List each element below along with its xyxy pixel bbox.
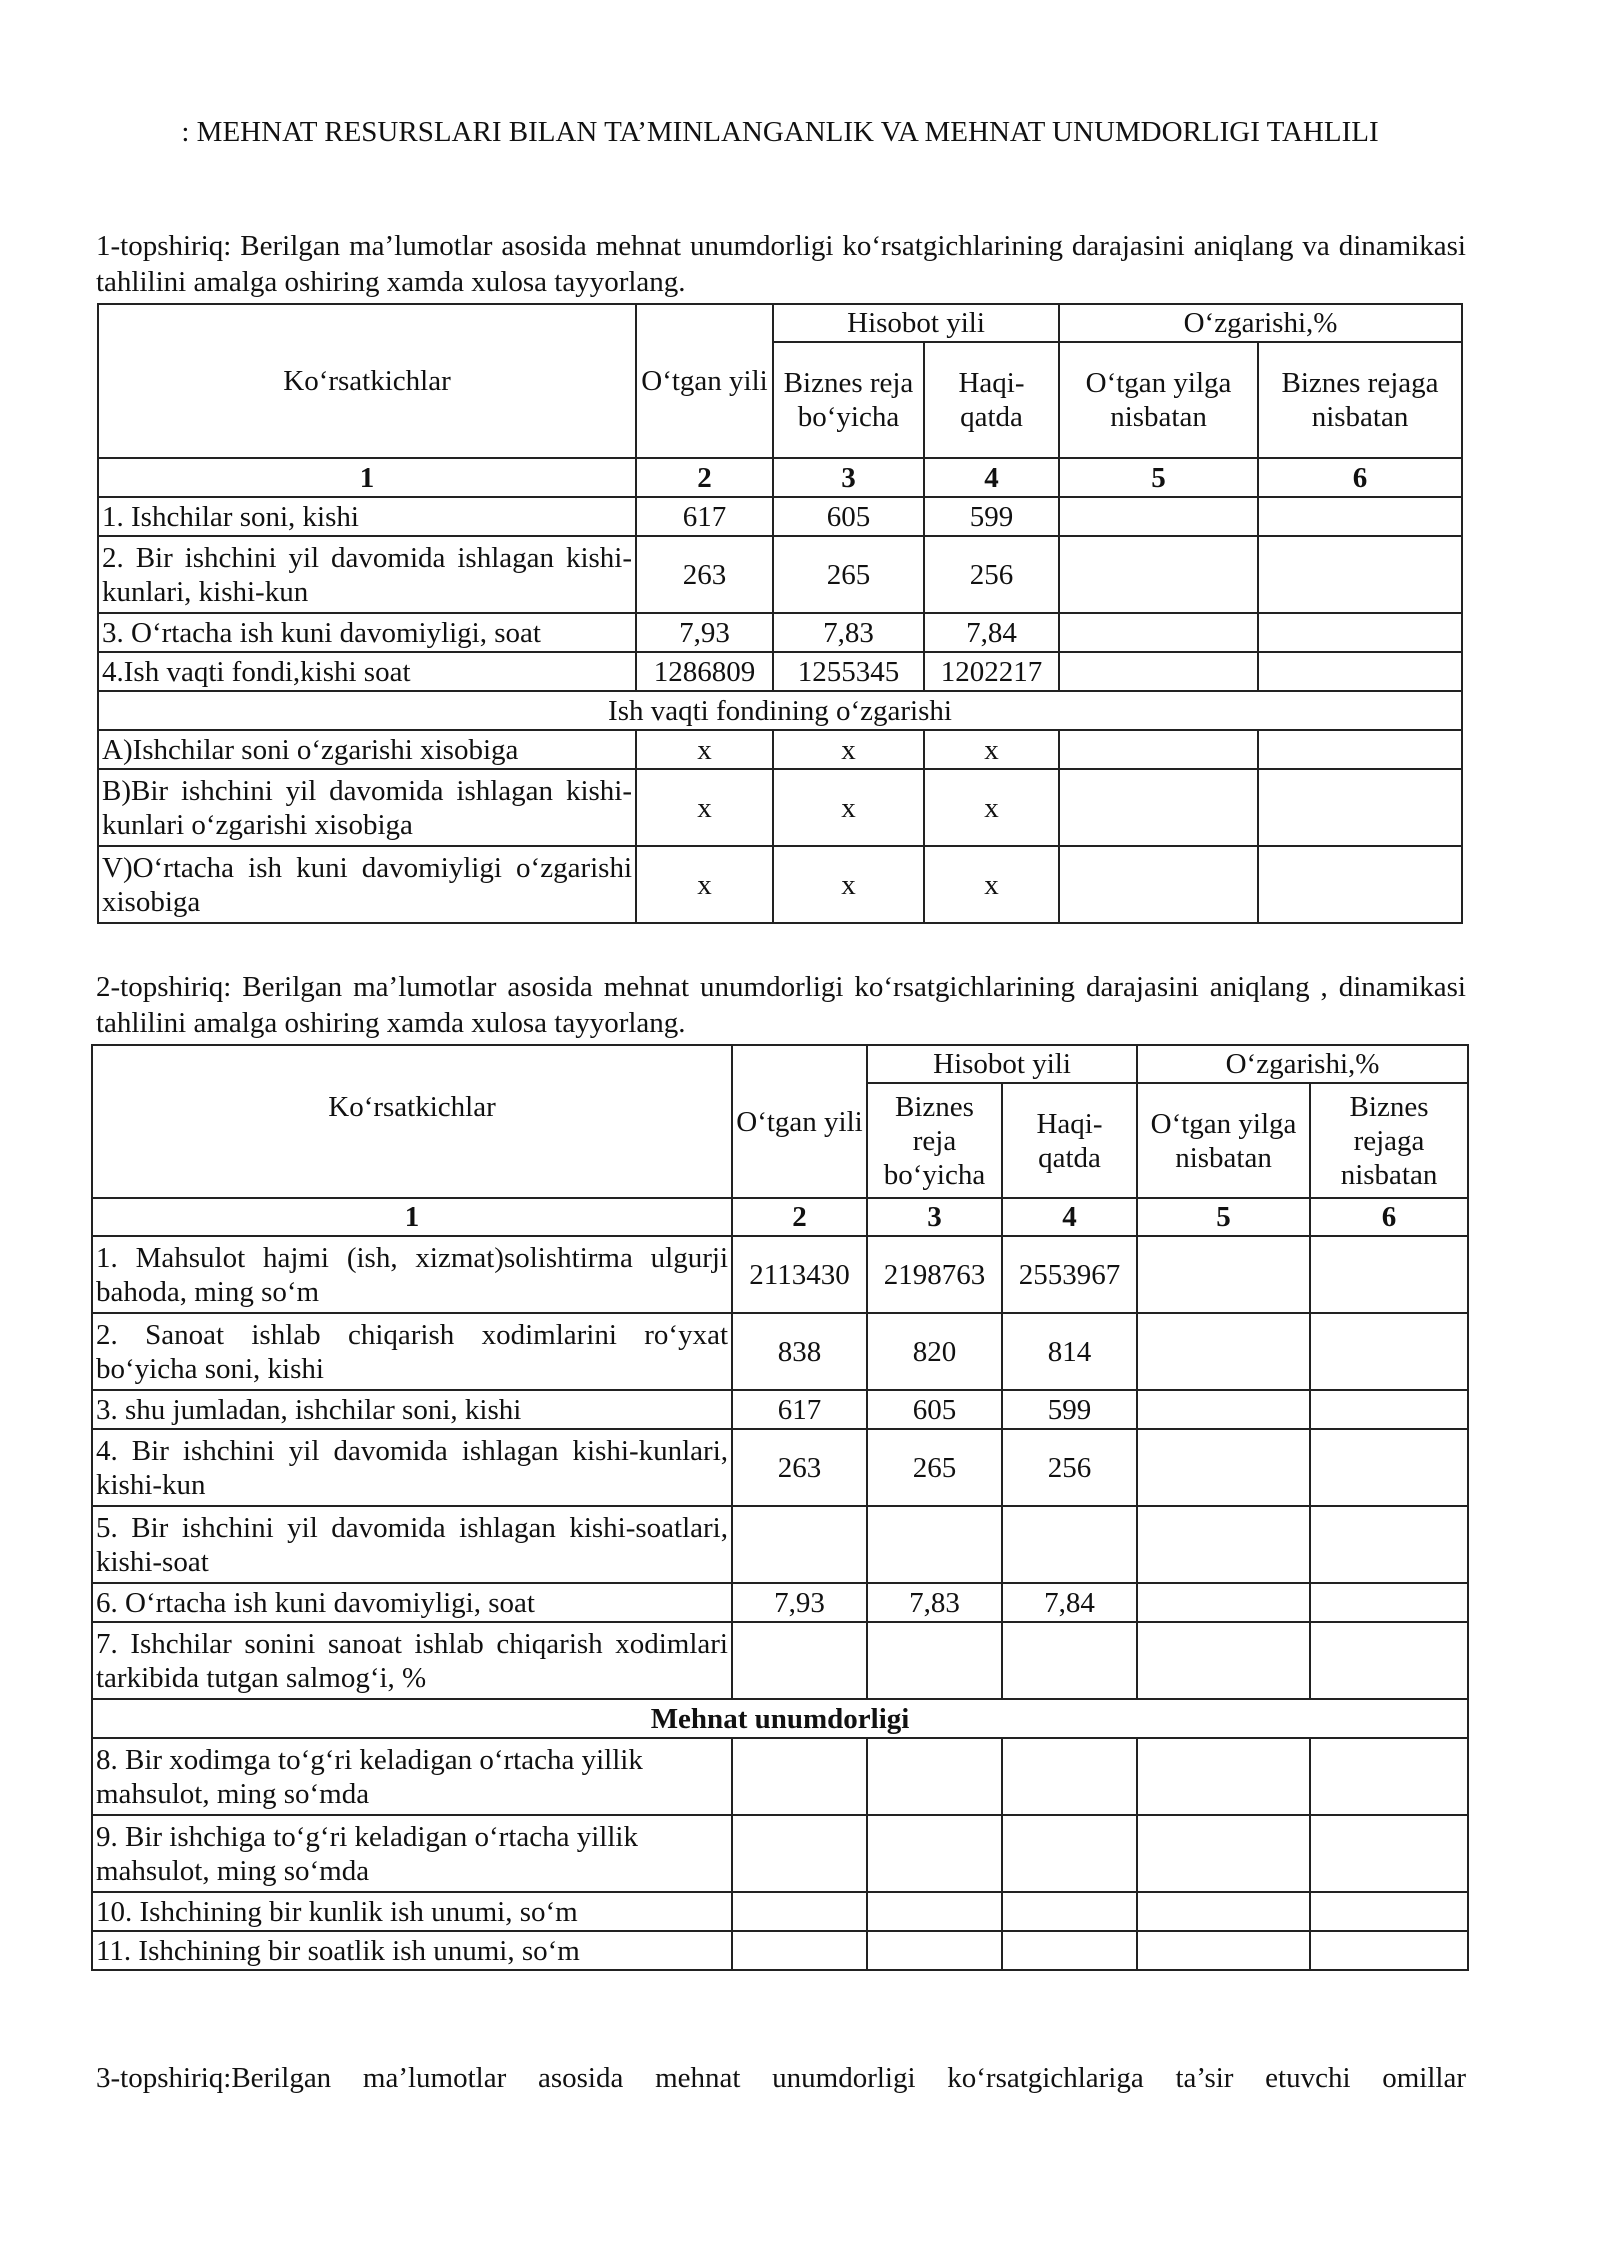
col-number: 2 <box>732 1198 867 1236</box>
cell-value: 617 <box>636 497 773 536</box>
cell-value <box>1059 730 1258 769</box>
cell-value <box>732 1506 867 1583</box>
cell-value <box>1310 1892 1468 1931</box>
task2-text: 2-topshiriq: Berilgan ma’lumotlar asosida mehnat unumdorligi koʻrsatgichlarining darajasini aniqlang , dinamikasi tahlilini amalga oshiring xamda xulosa tayyorlang. <box>96 971 1466 1039</box>
cell-value <box>1059 536 1258 613</box>
col-number: 5 <box>1059 458 1258 497</box>
table-row <box>98 846 1462 923</box>
document-title: : MEHNAT RESURSLARI BILAN TA’MINLANGANLIK VA MEHNAT UNUMDORLIGI TAHLILI <box>181 116 1379 148</box>
cell-value <box>1137 1506 1310 1583</box>
cell-value <box>1002 1815 1137 1892</box>
cell-value: 7,84 <box>1002 1583 1137 1622</box>
cell-value: x <box>773 846 924 923</box>
cell-value: 256 <box>924 536 1059 613</box>
task1-text: 1-topshiriq: Berilgan ma’lumotlar asosida mehnat unumdorligi koʻrsatgichlarining darajasini aniqlang va dinamikasi tahlilini amalga oshiring xamda xulosa tayyorlang. <box>96 230 1466 298</box>
section-label: Ish vaqti fondining oʻzgarishi <box>98 691 1462 730</box>
table-row <box>92 1236 1468 1313</box>
cell-value <box>732 1738 867 1815</box>
header-change: Oʻzgarishi,% <box>1059 304 1462 342</box>
row-label: B)Bir ishchini yil davomida ishlagan kishi-kunlari oʻzgarishi xisobiga <box>98 769 636 846</box>
cell-value <box>867 1506 1002 1583</box>
cell-value <box>732 1815 867 1892</box>
cell-value <box>867 1622 1002 1699</box>
header-actual: Haqi-qatda <box>1002 1083 1137 1198</box>
col-number: 5 <box>1137 1198 1310 1236</box>
row-label: 3. shu jumladan, ishchilar soni, kishi <box>92 1390 732 1429</box>
col-number: 4 <box>1002 1198 1137 1236</box>
cell-value: 265 <box>773 536 924 613</box>
header-report-year: Hisobot yili <box>867 1045 1137 1083</box>
table-row <box>92 1506 1468 1583</box>
cell-value: 263 <box>732 1429 867 1506</box>
header-business-plan: Biznes reja boʻyicha <box>867 1083 1002 1198</box>
row-label: A)Ishchilar soni oʻzgarishi xisobiga <box>98 730 636 769</box>
table-row <box>92 1390 1468 1429</box>
cell-value: 814 <box>1002 1313 1137 1390</box>
cell-value: 599 <box>1002 1390 1137 1429</box>
cell-value: 7,84 <box>924 613 1059 652</box>
cell-value <box>1258 846 1462 923</box>
row-label: 2. Sanoat ishlab chiqarish xodimlarini roʻyxat boʻyicha soni, kishi <box>92 1313 732 1390</box>
cell-value <box>1137 1738 1310 1815</box>
table-row <box>92 1313 1468 1390</box>
cell-value: 1202217 <box>924 652 1059 691</box>
cell-value <box>1059 497 1258 536</box>
cell-value: 2553967 <box>1002 1236 1137 1313</box>
cell-value <box>732 1892 867 1931</box>
row-label: 8. Bir xodimga toʻgʻri keladigan oʻrtacha yillik mahsulot, ming soʻmda <box>92 1738 732 1815</box>
header-vs-plan: Biznes rejaga nisbatan <box>1258 342 1462 458</box>
cell-value: 820 <box>867 1313 1002 1390</box>
cell-value <box>1137 1931 1310 1970</box>
table-row <box>98 730 1462 769</box>
cell-value <box>1059 652 1258 691</box>
table-row <box>98 536 1462 613</box>
section-row <box>98 691 1462 730</box>
cell-value: 599 <box>924 497 1059 536</box>
row-label: 4. Bir ishchini yil davomida ishlagan kishi-kunlari, kishi-kun <box>92 1429 732 1506</box>
cell-value <box>1310 1390 1468 1429</box>
cell-value <box>1059 613 1258 652</box>
row-label: 2. Bir ishchini yil davomida ishlagan kishi-kunlari, kishi-kun <box>98 536 636 613</box>
col-number: 2 <box>636 458 773 497</box>
cell-value: 1286809 <box>636 652 773 691</box>
table-row <box>98 613 1462 652</box>
header-actual: Haqi-qatda <box>924 342 1059 458</box>
cell-value: 605 <box>773 497 924 536</box>
cell-value: x <box>636 769 773 846</box>
cell-value <box>1002 1738 1137 1815</box>
cell-value <box>1137 1390 1310 1429</box>
cell-value: x <box>636 846 773 923</box>
cell-value <box>1002 1931 1137 1970</box>
table-row <box>92 1622 1468 1699</box>
task2-table <box>91 1044 1469 1971</box>
cell-value <box>1310 1236 1468 1313</box>
cell-value: 838 <box>732 1313 867 1390</box>
cell-value: 2198763 <box>867 1236 1002 1313</box>
row-label: 1. Ishchilar soni, kishi <box>98 497 636 536</box>
cell-value <box>1137 1892 1310 1931</box>
cell-value <box>1310 1622 1468 1699</box>
header-report-year: Hisobot yili <box>773 304 1059 342</box>
section-label: Mehnat unumdorligi <box>92 1699 1468 1738</box>
header-vs-plan: Biznes rejaga nisbatan <box>1310 1083 1468 1198</box>
cell-value <box>1059 846 1258 923</box>
header-change: Oʻzgarishi,% <box>1137 1045 1468 1083</box>
cell-value <box>1002 1892 1137 1931</box>
cell-value: x <box>924 846 1059 923</box>
cell-value <box>1137 1236 1310 1313</box>
cell-value <box>1002 1622 1137 1699</box>
cell-value: 7,83 <box>773 613 924 652</box>
row-label: V)Oʻrtacha ish kuni davomiyligi oʻzgarishi xisobiga <box>98 846 636 923</box>
cell-value <box>1137 1583 1310 1622</box>
col-number: 6 <box>1310 1198 1468 1236</box>
table-row <box>92 1738 1468 1815</box>
header-vs-last-year: Oʻtgan yilga nisbatan <box>1137 1083 1310 1198</box>
task1-table <box>97 303 1463 924</box>
cell-value <box>1258 613 1462 652</box>
row-label: 9. Bir ishchiga toʻgʻri keladigan oʻrtacha yillik mahsulot, ming soʻmda <box>92 1815 732 1892</box>
col-number: 3 <box>867 1198 1002 1236</box>
cell-value <box>1137 1313 1310 1390</box>
table-row <box>92 1931 1468 1970</box>
cell-value <box>1310 1931 1468 1970</box>
cell-value: 265 <box>867 1429 1002 1506</box>
row-label: 7. Ishchilar sonini sanoat ishlab chiqarish xodimlari tarkibida tutgan salmogʻi, % <box>92 1622 732 1699</box>
cell-value <box>1258 769 1462 846</box>
cell-value <box>867 1892 1002 1931</box>
cell-value <box>1258 536 1462 613</box>
cell-value: 256 <box>1002 1429 1137 1506</box>
cell-value: x <box>773 730 924 769</box>
row-label: 3. Oʻrtacha ish kuni davomiyligi, soat <box>98 613 636 652</box>
cell-value: 7,93 <box>732 1583 867 1622</box>
task3-text: 3-topshiriq:Berilgan ma’lumotlar asosida mehnat unumdorligi koʻrsatgichlariga ta’sir etuvchi omillar <box>96 2062 1466 2094</box>
cell-value: x <box>924 769 1059 846</box>
col-number: 6 <box>1258 458 1462 497</box>
section-row <box>92 1699 1468 1738</box>
cell-value <box>1137 1622 1310 1699</box>
row-label: 6. Oʻrtacha ish kuni davomiyligi, soat <box>92 1583 732 1622</box>
cell-value <box>867 1738 1002 1815</box>
cell-value <box>1310 1506 1468 1583</box>
cell-value <box>1137 1429 1310 1506</box>
cell-value <box>1310 1583 1468 1622</box>
cell-value <box>732 1931 867 1970</box>
table-row <box>92 1583 1468 1622</box>
header-indicators: Koʻrsatkichlar <box>98 304 636 458</box>
cell-value <box>732 1622 867 1699</box>
col-number: 1 <box>98 458 636 497</box>
cell-value: 605 <box>867 1390 1002 1429</box>
table-row <box>98 497 1462 536</box>
header-vs-last-year: Oʻtgan yilga nisbatan <box>1059 342 1258 458</box>
header-last-year: Oʻtgan yili <box>732 1045 867 1198</box>
cell-value: 263 <box>636 536 773 613</box>
col-number: 1 <box>92 1198 732 1236</box>
table-row <box>98 769 1462 846</box>
cell-value <box>1310 1815 1468 1892</box>
cell-value <box>1310 1738 1468 1815</box>
column-number-row <box>92 1198 1468 1236</box>
cell-value <box>1258 497 1462 536</box>
cell-value <box>1059 769 1258 846</box>
cell-value: 7,93 <box>636 613 773 652</box>
cell-value <box>1002 1506 1137 1583</box>
header-indicators: Koʻrsatkichlar <box>92 1045 732 1198</box>
cell-value: x <box>636 730 773 769</box>
cell-value <box>1310 1429 1468 1506</box>
cell-value <box>867 1931 1002 1970</box>
cell-value: x <box>773 769 924 846</box>
row-label: 1. Mahsulot hajmi (ish, xizmat)solishtirma ulgurji bahoda, ming soʻm <box>92 1236 732 1313</box>
table-row <box>98 652 1462 691</box>
row-label: 5. Bir ishchini yil davomida ishlagan kishi-soatlari, kishi-soat <box>92 1506 732 1583</box>
column-number-row <box>98 458 1462 497</box>
table-row <box>92 1815 1468 1892</box>
header-business-plan: Biznes reja boʻyicha <box>773 342 924 458</box>
cell-value <box>1137 1815 1310 1892</box>
cell-value: 2113430 <box>732 1236 867 1313</box>
cell-value <box>867 1815 1002 1892</box>
cell-value <box>1258 730 1462 769</box>
cell-value: 7,83 <box>867 1583 1002 1622</box>
col-number: 4 <box>924 458 1059 497</box>
row-label: 10. Ishchining bir kunlik ish unumi, soʻm <box>92 1892 732 1931</box>
cell-value: 1255345 <box>773 652 924 691</box>
cell-value: 617 <box>732 1390 867 1429</box>
table-row <box>92 1429 1468 1506</box>
col-number: 3 <box>773 458 924 497</box>
row-label: 4.Ish vaqti fondi,kishi soat <box>98 652 636 691</box>
cell-value: x <box>924 730 1059 769</box>
header-last-year: Oʻtgan yili <box>636 304 773 458</box>
row-label: 11. Ishchining bir soatlik ish unumi, soʻm <box>92 1931 732 1970</box>
cell-value <box>1258 652 1462 691</box>
cell-value <box>1310 1313 1468 1390</box>
table-row <box>92 1892 1468 1931</box>
